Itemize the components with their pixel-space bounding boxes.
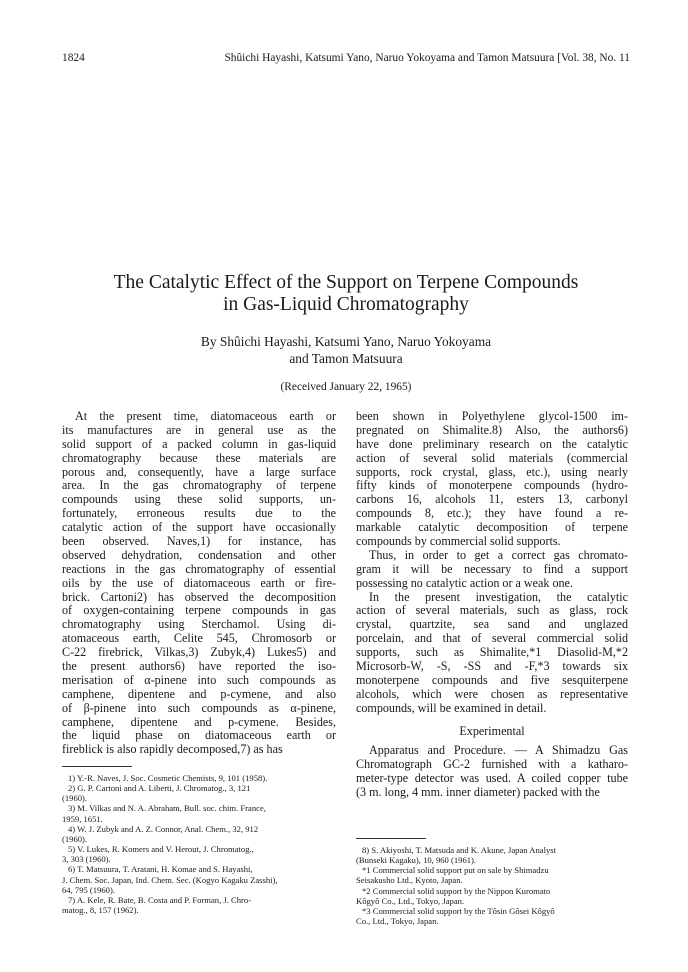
text-line: camphene, dipentene and p-cymene, and also — [62, 686, 336, 701]
footnote-line: *1 Commercial solid support put on sale by Shimadzu — [362, 865, 549, 876]
footnote-line: 5) V. Lukes, R. Komers and V. Herout, J. Chromatog., — [68, 844, 254, 855]
footnote-line: matog., 8, 157 (1962). — [62, 905, 139, 916]
text-line: carbons 16, alcohols 11, esters 13, carbonyl — [356, 492, 628, 507]
text-line: supports, rock crystal, glass, etc.), using nearly — [356, 464, 628, 479]
footnote-line: 8) S. Akiyoshi, T. Matsuda and K. Akune, Japan Analyst — [362, 845, 556, 855]
text-line: the liquid phase on diatomaceous earth or — [62, 728, 336, 743]
running-head: Shûichi Hayashi, Katsumi Yano, Naruo Yokoyama and Tamon Matsuura [Vol. 38, No. 11 — [224, 52, 630, 64]
text-line: Chromatograph GC-2 furnished with a katharo- — [356, 757, 628, 772]
article-title-line: The Catalytic Effect of the Support on Terpene Compounds — [113, 272, 579, 293]
text-line: fortunately, erroneous results due to the — [62, 506, 336, 521]
body-column-left — [62, 410, 336, 757]
footnote-line: 3, 303 (1960). — [62, 854, 111, 865]
text-line: observed dehydration, condensation and other — [62, 547, 336, 562]
text-line: fifty kinds of monoterpene compounds (hydro- — [356, 478, 628, 493]
text-line: have done preliminary research on the catalytic — [356, 436, 628, 451]
text-line: markable catalytic decomposition of terpene — [356, 520, 628, 535]
footnote-line: (Bunseki Kagaku), 10, 960 (1961). — [356, 855, 477, 866]
text-line: compounds, will be examined in detail. — [356, 700, 547, 715]
text-line: fireblick is also rapidly decomposed,7) as has — [62, 742, 283, 757]
text-line: chromatography because these materials are — [62, 450, 336, 465]
text-line: oils by the use of diatomaceous earth or fire- — [62, 575, 336, 590]
text-line: atomaceous earth, Celite 545, Chromosorb or — [62, 631, 336, 646]
footnote-line: 7) A. Kele, R. Bate, B. Costa and P. Forman, J. Chro- — [68, 894, 252, 905]
footnote-line: J. Chem. Soc. Japan, Ind. Chem. Sec. (Kogyo Kagaku Zasshi), — [62, 874, 278, 885]
text-line: Microsorb-W, -S, -SS and -F,*3 towards six — [356, 659, 628, 674]
text-line: of oxygen-containing terpene compounds in gas — [62, 603, 336, 618]
text-line: (3 m. long, 4 mm. inner diameter) packed with the — [356, 785, 600, 800]
footnote-line: 4) W. J. Zubyk and A. Z. Connor, Anal. Chem., 32, 912 — [68, 823, 259, 834]
footnote-line: (1960). — [62, 833, 88, 844]
text-line: compounds by commercial solid supports. — [356, 534, 561, 549]
text-line: its manufactures are in general use as the — [62, 422, 336, 437]
text-line: gram it will be necessary to find a support — [356, 561, 628, 576]
text-line: alcohols, which were chosen as representative — [356, 686, 628, 701]
footnote-line: 3) M. Vilkas and N. A. Abraham, Bull. soc. chim. France, — [68, 803, 266, 814]
footnote-list-left — [62, 773, 336, 915]
text-line: pregnated on Shimalite.8) Also, the authors6) — [356, 422, 628, 437]
text-line: been shown in Polyethylene glycol-1500 im- — [356, 409, 628, 423]
text-line: brick. Cartoni2) has observed the decomposition — [62, 589, 336, 604]
text-line: compounds using these solid supports, un- — [62, 492, 336, 507]
received-date: (Received January 22, 1965) — [280, 381, 412, 393]
text-line: C-22 firebrick, Vilkas,3) Zubyk,4) Lukes5) and — [62, 645, 336, 660]
body-paragraphs-left — [62, 410, 336, 757]
footnote-rule — [62, 766, 132, 767]
footnote-line: 2) G. P. Cartoni and A. Liberti, J. Chromatog., 3, 121 — [68, 783, 251, 794]
footnote-line: 6) T. Matsuura, T. Aratani, H. Komae and S. Hayashi, — [68, 864, 253, 875]
text-line: of β-pinene into such compounds as α-pinene, — [62, 700, 336, 715]
text-line: action of several solid materials (commercial — [356, 450, 628, 465]
footnote-list-right — [356, 845, 628, 926]
article-title — [62, 272, 630, 316]
text-line: reactions in the gas chromatography of essential — [62, 561, 336, 576]
footnote-line: (1960). — [62, 793, 88, 804]
footnote-line: Seisakusho Ltd., Kyoto, Japan. — [356, 875, 463, 886]
footnotes-right — [356, 838, 628, 926]
footnote-line: 64, 795 (1960). — [62, 884, 115, 895]
author-line: By Shûichi Hayashi, Katsumi Yano, Naruo Yokoyama — [200, 334, 492, 349]
section-heading: Experimental — [459, 723, 525, 738]
text-line: supports, such as Shimalite,*1 Diasolid-M,*2 — [356, 645, 628, 660]
page-number: 1824 — [62, 52, 85, 64]
footnote-line: *2 Commercial solid support by the Nippon Kuromato — [362, 885, 551, 896]
text-line: area. In the gas chromatography of terpene — [62, 478, 336, 493]
text-line: crystal, quartzite, sea sand and unglazed — [356, 617, 628, 632]
text-line: been observed. Naves,1) for instance, has — [62, 534, 336, 549]
text-line: the present authors6) have reported the iso- — [62, 659, 336, 674]
text-line: meter-type detector was used. A coiled copper tube — [356, 771, 628, 786]
footnote-line: Co., Ltd., Tokyo, Japan. — [356, 916, 439, 927]
text-line: Apparatus and Procedure. — A Shimadzu Gas — [369, 743, 628, 758]
text-line: merisation of α-pinene into such compounds as — [62, 672, 336, 687]
text-line: monoterpene compounds and five sesquiterpene — [356, 672, 628, 687]
author-byline — [62, 333, 630, 367]
footnotes-left — [62, 766, 336, 915]
body-column-right — [356, 410, 628, 800]
text-line: porcelain, and that of several commercial solid — [356, 631, 628, 646]
body-paragraphs-right-experimental — [356, 744, 628, 800]
body-paragraphs-right — [356, 410, 628, 716]
footnote-line: Kôgyô Co., Ltd., Tokyo, Japan. — [356, 895, 465, 906]
article-title-line: in Gas-Liquid Chromatography — [223, 294, 469, 315]
author-line: and Tamon Matsuura — [289, 351, 403, 366]
footnote-line: *3 Commercial solid support by the Tôsin Gôsei Kôgyô — [362, 905, 555, 916]
text-line: Thus, in order to get a correct gas chromato- — [369, 547, 628, 562]
text-line: camphene, dipentene and p-cymene. Besides, — [62, 714, 336, 729]
text-line: At the present time, diatomaceous earth or — [75, 409, 336, 423]
page-header — [62, 52, 630, 68]
text-line: catalytic action of the support have occasionally — [62, 520, 336, 535]
footnote-line: 1959, 1651. — [62, 813, 103, 824]
text-line: porous and, consequently, have a large surface — [62, 464, 336, 479]
footnote-line: 1) Y.-R. Naves, J. Soc. Cosmetic Chemists, 9, 101 (1958). — [68, 773, 268, 783]
text-line: chromatography using Sterchamol. Using di- — [62, 617, 336, 632]
text-line: possessing no catalytic action or a weak one. — [356, 575, 573, 590]
text-line: In the present investigation, the catalytic — [369, 589, 628, 604]
text-line: action of several materials, such as glass, rock — [356, 603, 628, 618]
text-line: solid support of a packed column in gas-liquid — [62, 436, 336, 451]
footnote-rule — [356, 838, 426, 839]
text-line: compounds 8, etc.); they have found a re- — [356, 506, 628, 521]
